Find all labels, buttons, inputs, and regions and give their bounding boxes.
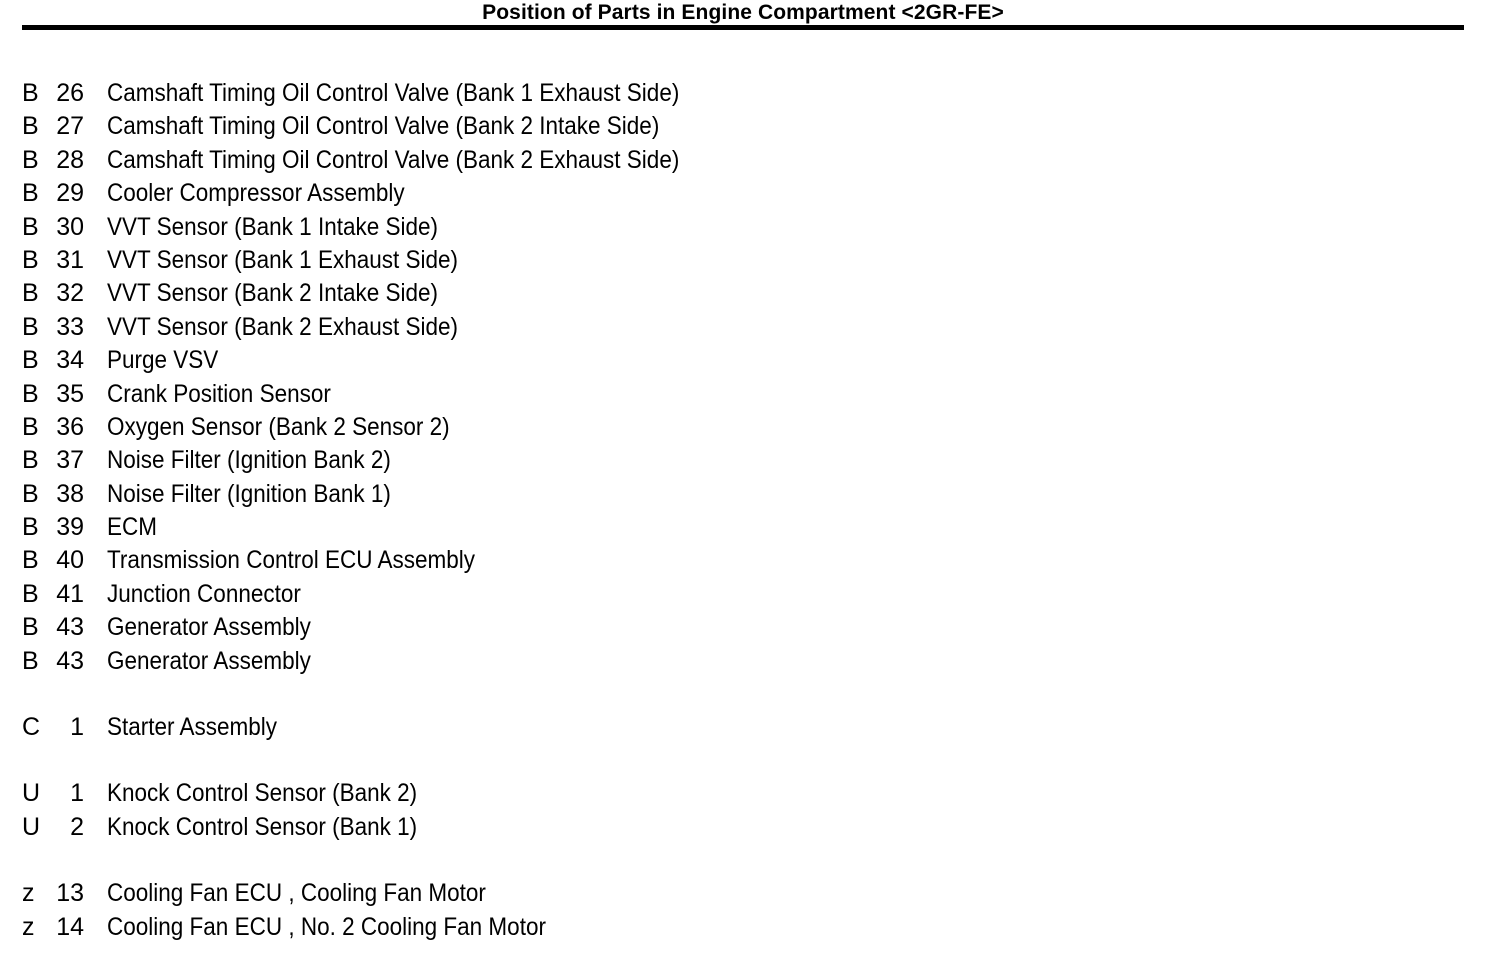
part-row bbox=[0, 244, 1504, 277]
part-name: Generator Assembly bbox=[107, 613, 311, 642]
parts-group bbox=[0, 777, 1504, 844]
part-connector-number: 43 bbox=[56, 613, 84, 642]
part-connector-number: 38 bbox=[56, 479, 84, 508]
part-name: Camshaft Timing Oil Control Valve (Bank 2 Exhaust Side) bbox=[107, 145, 680, 174]
part-name: Oxygen Sensor (Bank 2 Sensor 2) bbox=[107, 412, 450, 441]
part-connector-letter: B bbox=[22, 179, 39, 208]
part-connector-letter: B bbox=[22, 312, 39, 341]
part-connector-number: 27 bbox=[56, 112, 84, 141]
parts-group bbox=[0, 77, 1504, 678]
part-connector-letter: B bbox=[22, 79, 39, 107]
part-name: VVT Sensor (Bank 1 Exhaust Side) bbox=[107, 245, 459, 274]
part-connector-number: 37 bbox=[56, 446, 84, 475]
part-name: Knock Control Sensor (Bank 2) bbox=[107, 779, 418, 808]
part-connector-letter: B bbox=[22, 479, 39, 508]
part-connector-letter: C bbox=[22, 713, 41, 742]
part-name: Cooler Compressor Assembly bbox=[107, 179, 405, 208]
part-connector-number: 29 bbox=[56, 179, 84, 208]
part-name: Transmission Control ECU Assembly bbox=[107, 546, 476, 575]
part-row bbox=[0, 478, 1504, 511]
part-connector-letter: z bbox=[22, 912, 35, 941]
part-connector-letter: B bbox=[22, 145, 39, 174]
part-row bbox=[0, 77, 1504, 110]
part-connector-letter: B bbox=[22, 112, 39, 141]
part-connector-number: 34 bbox=[56, 346, 84, 375]
part-row bbox=[0, 144, 1504, 177]
part-connector-letter: B bbox=[22, 245, 39, 274]
part-row bbox=[0, 611, 1504, 644]
part-connector-letter: U bbox=[22, 779, 41, 808]
part-row bbox=[0, 578, 1504, 611]
part-connector-letter: B bbox=[22, 212, 39, 241]
part-row bbox=[0, 177, 1504, 210]
part-name: ECM bbox=[107, 513, 158, 542]
part-name: Cooling Fan ECU , Cooling Fan Motor bbox=[107, 879, 486, 908]
page-title: Position of Parts in Engine Compartment <2GR-FE> bbox=[482, 1, 1004, 24]
part-name: Generator Assembly bbox=[107, 646, 311, 675]
part-name: Camshaft Timing Oil Control Valve (Bank 1 Exhaust Side) bbox=[107, 79, 680, 107]
part-name: Noise Filter (Ignition Bank 2) bbox=[107, 446, 391, 475]
part-name: Starter Assembly bbox=[107, 713, 278, 742]
parts-list bbox=[0, 77, 1504, 944]
part-name: Noise Filter (Ignition Bank 1) bbox=[107, 479, 391, 508]
part-connector-number: 2 bbox=[70, 812, 84, 841]
part-connector-number: 13 bbox=[56, 879, 84, 908]
part-connector-number: 43 bbox=[56, 646, 84, 675]
part-connector-number: 39 bbox=[56, 513, 84, 542]
part-connector-letter: B bbox=[22, 346, 39, 375]
part-connector-number: 30 bbox=[56, 212, 84, 241]
part-row bbox=[0, 110, 1504, 143]
part-connector-letter: B bbox=[22, 446, 39, 475]
part-connector-number: 28 bbox=[56, 145, 84, 174]
part-name: Crank Position Sensor bbox=[107, 379, 331, 408]
parts-group bbox=[0, 877, 1504, 944]
part-connector-letter: B bbox=[22, 379, 39, 408]
part-name: Knock Control Sensor (Bank 1) bbox=[107, 812, 418, 841]
part-connector-letter: B bbox=[22, 579, 39, 608]
part-connector-letter: B bbox=[22, 279, 39, 308]
part-connector-number: 1 bbox=[70, 713, 84, 742]
part-name: Cooling Fan ECU , No. 2 Cooling Fan Motor bbox=[107, 912, 546, 941]
part-row bbox=[0, 411, 1504, 444]
part-row bbox=[0, 277, 1504, 310]
part-connector-number: 33 bbox=[56, 312, 84, 341]
part-connector-number: 1 bbox=[70, 779, 84, 808]
part-name: VVT Sensor (Bank 1 Intake Side) bbox=[107, 212, 439, 241]
part-connector-number: 26 bbox=[56, 79, 84, 107]
part-connector-letter: U bbox=[22, 812, 41, 841]
part-connector-letter: B bbox=[22, 412, 39, 441]
parts-group bbox=[0, 711, 1504, 744]
part-row bbox=[0, 378, 1504, 411]
part-name: Purge VSV bbox=[107, 346, 219, 375]
part-row bbox=[0, 344, 1504, 377]
part-name: VVT Sensor (Bank 2 Intake Side) bbox=[107, 279, 439, 308]
part-connector-number: 32 bbox=[56, 279, 84, 308]
part-connector-letter: B bbox=[22, 513, 39, 542]
part-connector-number: 40 bbox=[56, 546, 84, 575]
part-connector-letter: B bbox=[22, 613, 39, 642]
part-connector-letter: z bbox=[22, 879, 35, 908]
part-row bbox=[0, 444, 1504, 477]
part-row bbox=[0, 544, 1504, 577]
part-row bbox=[0, 777, 1504, 810]
part-connector-number: 14 bbox=[56, 912, 84, 941]
part-name: VVT Sensor (Bank 2 Exhaust Side) bbox=[107, 312, 459, 341]
part-name: Camshaft Timing Oil Control Valve (Bank 2 Intake Side) bbox=[107, 112, 660, 141]
part-row bbox=[0, 711, 1504, 744]
part-connector-number: 41 bbox=[56, 579, 84, 608]
part-connector-number: 31 bbox=[56, 245, 84, 274]
title-divider bbox=[22, 25, 1464, 30]
part-row bbox=[0, 511, 1504, 544]
part-row bbox=[0, 645, 1504, 678]
part-row bbox=[0, 811, 1504, 844]
part-row bbox=[0, 311, 1504, 344]
part-connector-letter: B bbox=[22, 646, 39, 675]
part-connector-number: 36 bbox=[56, 412, 84, 441]
part-row bbox=[0, 877, 1504, 910]
part-connector-letter: B bbox=[22, 546, 39, 575]
part-row bbox=[0, 211, 1504, 244]
part-name: Junction Connector bbox=[107, 579, 301, 608]
part-connector-number: 35 bbox=[56, 379, 84, 408]
part-row bbox=[0, 911, 1504, 944]
